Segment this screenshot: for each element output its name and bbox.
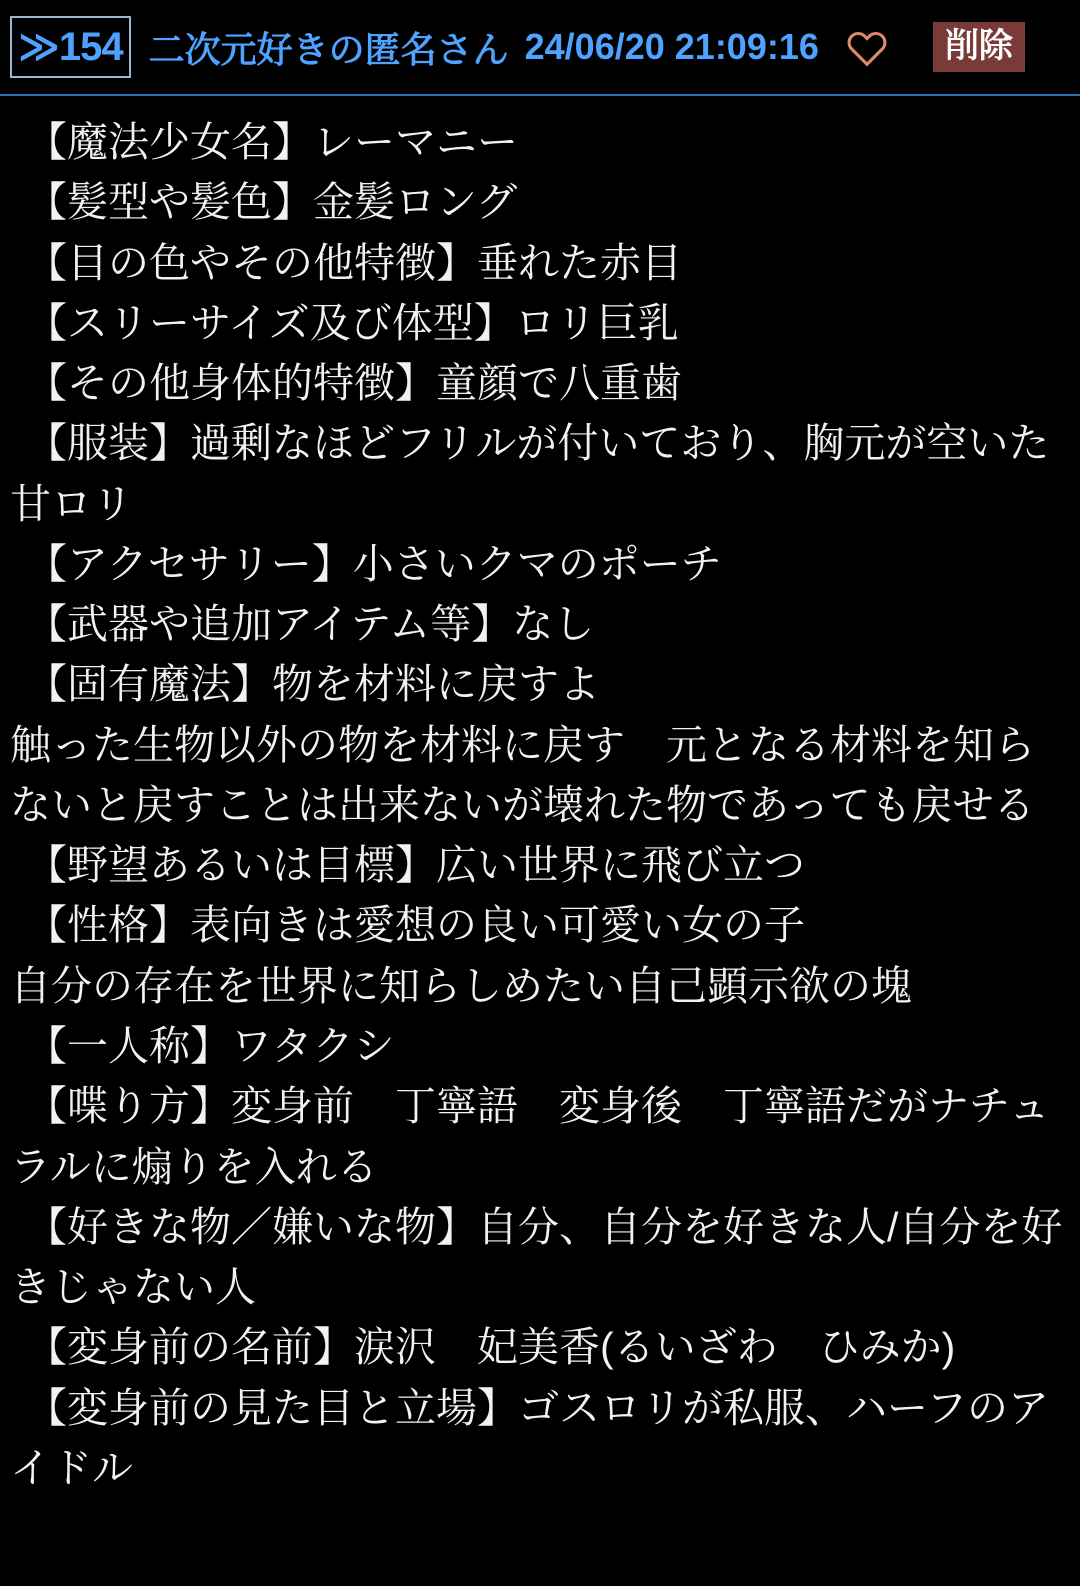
post-line: 【スリーサイズ及び体型】ロリ巨乳 xyxy=(26,299,679,346)
post-line: 触った生物以外の物を材料に戻す 元となる材料を知らないと戻すことは出来ないが壊れた物であっても戻せる xyxy=(10,721,1035,828)
post-line: 【一人称】ワタクシ xyxy=(26,1022,395,1069)
post-line: 【アクセサリー】小さいクマのポーチ xyxy=(26,540,722,587)
post-line: 【変身前の名前】涙沢 妃美香(るいざわ ひみか) xyxy=(26,1324,956,1371)
post-line: 【喋り方】変身前 丁寧語 変身後 丁寧語だがナチュラルに煽りを入れる xyxy=(10,1083,1050,1190)
post-number[interactable]: ≫154 xyxy=(10,16,131,78)
post-line: 自分の存在を世界に知らしめたい自己顕示欲の塊 xyxy=(10,962,912,1009)
post-line: 【野望あるいは目標】広い世界に飛び立つ xyxy=(26,842,805,889)
post-line: 【固有魔法】物を材料に戻すよ xyxy=(26,661,600,708)
post-line: 【目の色やその他特徴】垂れた赤目 xyxy=(26,239,682,286)
heart-icon[interactable] xyxy=(845,25,889,69)
post-line: 【変身前の見た目と立場】ゴスロリが私服、ハーフのアイドル xyxy=(10,1384,1049,1491)
post-line: 【その他身体的特徴】童顔で八重歯 xyxy=(26,360,682,407)
post-date: 24/06/20 21:09:16 xyxy=(524,26,819,67)
delete-button[interactable]: 削除 xyxy=(933,22,1025,71)
post-line: 【好きな物／嫌いな物】自分、自分を好きな人/自分を好きじゃない人 xyxy=(10,1203,1063,1311)
post-body xyxy=(0,96,1080,1586)
post-line: 【武器や追加アイテム等】なし xyxy=(26,601,595,648)
poster-name: 二次元好きの匿名さん xyxy=(148,28,509,70)
post-line: 【魔法少女名】レーマニー xyxy=(26,119,518,165)
post-line: 【服装】過剰なほどフリルが付いており、胸元が空いた甘ロリ xyxy=(10,420,1050,527)
post-line: 【性格】表向きは愛想の良い可愛い女の子 xyxy=(26,902,805,949)
post-line: 【髪型や髪色】金髪ロング xyxy=(26,179,518,226)
post-header xyxy=(0,0,1080,96)
